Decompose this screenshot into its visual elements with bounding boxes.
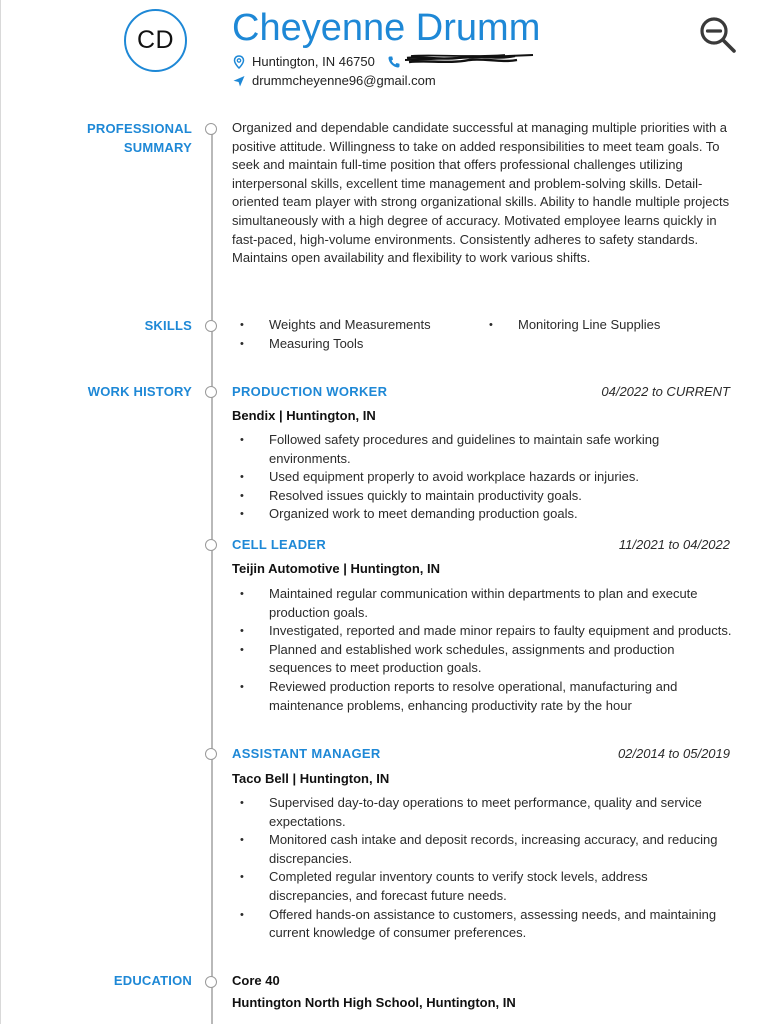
job-bullet: • Monitored cash intake and deposit records, increasing accuracy, and reducing discrepancies. xyxy=(232,831,732,868)
section-label-summary: PROFESSIONAL SUMMARY xyxy=(87,121,192,155)
job-company: Bendix | Huntington, IN xyxy=(232,408,376,423)
job-bullet: • Reviewed production reports to resolve operational, manufacturing and maintenance problems, enhancing productivity rate by the hour xyxy=(232,678,732,715)
zoom-out-button[interactable] xyxy=(698,15,738,55)
job-bullet: • Planned and established work schedules, assignments and production sequences to meet production goals. xyxy=(232,641,732,678)
job-bullet: • Investigated, reported and made minor repairs to faulty equipment and products. xyxy=(232,622,732,641)
job-dates: 04/2022 to CURRENT xyxy=(601,384,730,399)
job-title: PRODUCTION WORKER xyxy=(232,384,388,399)
skills-list-right xyxy=(481,316,721,335)
timeline-dot-job-2 xyxy=(205,539,217,551)
skills-list-left xyxy=(232,316,472,353)
timeline-dot-education xyxy=(205,976,217,988)
job-bullet: • Supervised day-to-day operations to meet performance, quality and service expectations. xyxy=(232,794,732,831)
email-text[interactable]: drummcheyenne96@gmail.com xyxy=(252,73,436,88)
job-bullets xyxy=(232,794,732,943)
job-bullet: • Followed safety procedures and guidelines to maintain safe working environments. xyxy=(232,431,732,468)
job-title: ASSISTANT MANAGER xyxy=(232,746,381,761)
job-dates: 11/2021 to 04/2022 xyxy=(618,537,730,552)
education-degree: Core 40 xyxy=(232,973,280,988)
location-pin-icon xyxy=(232,55,246,69)
education-school: Huntington North High School, Huntington, IN xyxy=(232,995,516,1010)
contact-location-row xyxy=(232,54,500,69)
candidate-name: Cheyenne Drumm xyxy=(232,7,541,49)
skill-item: • Monitoring Line Supplies xyxy=(481,316,721,335)
initials-badge xyxy=(124,9,187,72)
job-bullet: • Used equipment properly to avoid workplace hazards or injuries. xyxy=(232,468,732,487)
email-send-icon xyxy=(232,74,246,88)
contact-email-row xyxy=(232,73,436,88)
section-label-work-history: WORK HISTORY xyxy=(87,384,192,399)
job-company: Teijin Automotive | Huntington, IN xyxy=(232,561,440,576)
timeline-dot-skills xyxy=(205,320,217,332)
timeline-dot-job-3 xyxy=(205,748,217,760)
job-bullets xyxy=(232,431,732,524)
job-bullets xyxy=(232,585,732,715)
phone-number-redacted xyxy=(405,56,500,68)
timeline-line xyxy=(211,129,213,1024)
timeline-dot-summary xyxy=(205,123,217,135)
job-bullet: • Offered hands-on assistance to customers, assessing needs, and maintaining current knowledge of consumer preferences. xyxy=(232,906,732,943)
job-bullet: • Organized work to meet demanding production goals. xyxy=(232,505,732,524)
job-dates: 02/2014 to 05/2019 xyxy=(617,746,730,761)
professional-summary: Organized and dependable candidate successful at managing multiple priorities with a positive attitude. Willingness to take on added responsibilities to meet team goals. To seek and maintain full-time position that offers professional challenges utilizing interpersonal skills, excellent time management and problem-solving skills. Detail-oriented team player with strong organizational skills. Ability to handle multiple projects simultaneously with a high degree of accuracy. Motivated employee learns quickly in fast-paced, high-volume environments. Consistently adheres to safety standards. Maintains open availability and flexibility to work various shifts. xyxy=(232,120,730,266)
location-text: Huntington, IN 46750 xyxy=(252,54,375,69)
zoom-out-icon xyxy=(698,15,738,55)
skill-item: • Weights and Measurements xyxy=(232,316,472,335)
initials-text: CD xyxy=(136,26,175,54)
job-bullet: • Completed regular inventory counts to verify stock levels, address discrepancies, and forecast future needs. xyxy=(232,868,732,905)
job-bullet: • Resolved issues quickly to maintain productivity goals. xyxy=(232,487,732,506)
job-title: CELL LEADER xyxy=(232,537,327,552)
section-label-skills: SKILLS xyxy=(144,318,192,333)
timeline-dot-job-1 xyxy=(205,386,217,398)
section-label-education: EDUCATION xyxy=(113,973,192,988)
job-bullet: • Maintained regular communication within departments to plan and execute production goals. xyxy=(232,585,732,622)
job-company: Taco Bell | Huntington, IN xyxy=(232,771,390,786)
phone-icon xyxy=(387,55,401,69)
skill-item: • Measuring Tools xyxy=(232,335,472,354)
page-edge xyxy=(0,0,1,1024)
